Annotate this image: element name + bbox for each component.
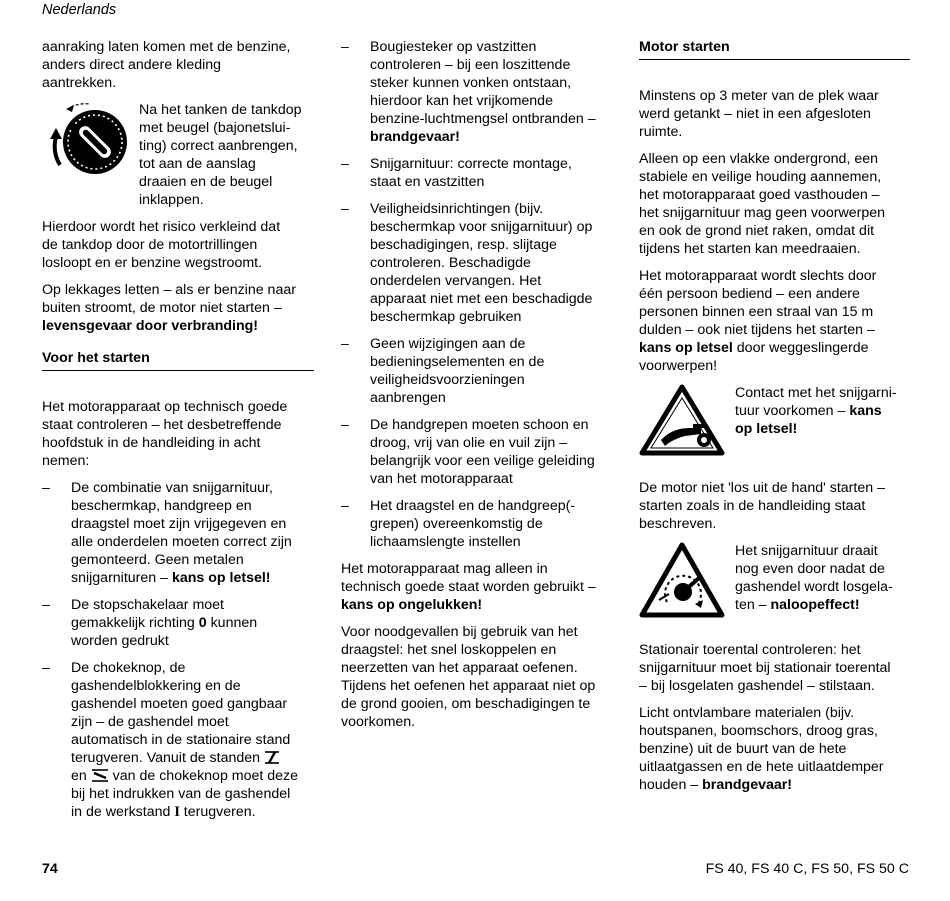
column-1 [42,38,314,830]
distance-paragraph: Minstens op 3 meter van de plek waar werd getankt – niet in een afgesloten ruimte. [639,88,879,140]
run-on-warning-text: Het snijgarnituur draait nog even door nadat de gashendel wordt losgela- ten – naloopeffect! [735,543,893,613]
section-heading-motor-starten: Motor starten [639,38,910,60]
list-item: – Veiligheidsinrichtingen (bijv. beschermkap voor snijgarnituur) op beschadigingen, resp. slijtage controleren. Beschadigde onderdelen vervangen. Het apparaat niet met een beschadigde beschermkap gebruiken [341,201,593,325]
list-item: – De stopschakelaar moet gemakkelijk richting 0 kunnen worden gedrukt [42,597,258,649]
column-3 [639,38,910,803]
tank-cap-bayonet-icon [42,101,139,192]
contact-warning-text: Contact met het snijgarni- tuur voorkomen – kans op letsel! [735,385,897,437]
contact-warning [639,384,910,461]
dash-bullet: – [341,39,349,55]
cutting-tool-contact-warning-icon [639,384,735,461]
dash-bullet: – [341,201,349,217]
dash-bullet: – [42,597,50,613]
choke-warm-start-icon [91,768,109,784]
column-2 [341,38,611,740]
idle-speed-paragraph: Stationair toerental controleren: het snijgarnituur moet bij stationair toerental – bij losgelaten gashendel – stilstaan. [639,642,891,694]
list-item: – Snijgarnituur: correcte montage, staat en vastzitten [341,156,572,190]
dash-bullet: – [42,660,50,676]
choke-start-icon [264,750,280,766]
tank-cap-instruction [42,101,314,209]
stance-paragraph: Alleen op een vlakke ondergrond, een stabiele en veilige houding aannemen, het motorapparaat goed vasthouden – het snijgarnituur mag geen voorwerpen en ook de grond niet raken, omdat dit tijdens het starten kan meedraaien. [639,151,886,257]
check-paragraph: Het motorapparaat op technisch goede staat controleren – het desbetreffende hoofdstuk in de handleiding in acht nemen: [42,399,288,469]
flammable-paragraph: Licht ontvlambare materialen (bijv. houtspanen, boomschors, droog gras, benzine) uit de buurt van de hete uitlaatgassen en de hete uitlaatdemper houden – brandgevaar! [639,705,884,793]
operating-condition-paragraph: Het motorapparaat mag alleen in technisch goede staat worden gebruikt – kans op ongelukken! [341,561,596,613]
list-item: – Het draagstel en de handgreep(- grepen) overeenkomstig de lichaamslengte instellen [341,498,576,550]
dash-bullet: – [341,336,349,352]
list-item: – De chokeknop, de gashendelblokkering en de gashendel moeten goed gangbaar zijn – de gashendel moet automatisch in de stationaire stand terugveren. Vanuit de standen en van de chokeknop moet deze bij het indrukken van de gashendel in de werkstand I terugveren. [42,660,299,820]
list-item: – Bougiesteker op vastzitten controleren – bij een loszittende steker kunnen vonken ontstaan, hierdoor kan het vrijkomende benzine-luchtmengsel ontbranden – brandgevaar! [341,39,596,145]
list-item: – Geen wijzigingen aan de bedieningselementen en de veiligheidsvoorzieningen aanbrengen [341,336,545,406]
list-item: – De combinatie van snijgarnituur, beschermkap, handgreep en draagstel moet zijn vrijgegeven en alle onderdelen moeten correct zijn gemonteerd. Geen metalen snijgarnituren – kans op letsel! [42,480,292,586]
dash-bullet: – [341,498,349,514]
operator-paragraph: Het motorapparaat wordt slechts door één persoon bediend – een andere personen binnen een straal van 15 m dulden – ook niet tijdens het starten – kans op letsel door weggeslingerde voorwerpen! [639,268,877,374]
section-heading-voor-het-starten: Voor het starten [42,349,314,371]
dash-bullet: – [341,417,349,433]
page-number: 74 [42,861,58,877]
dash-bullet: – [42,480,50,496]
start-method-paragraph: De motor niet 'los uit de hand' starten – starten zoals in de handleiding staat beschreven. [639,480,885,532]
language-header: Nederlands [42,2,117,18]
intro-paragraph: aanraking laten komen met de benzine, anders direct andere kleding aantrekken. [42,39,291,91]
run-on-warning [639,542,910,623]
dash-bullet: – [341,156,349,172]
tank-cap-text: Na het tanken de tankdop met beugel (bajonetslui- ting) correct aanbrengen, tot aan de aanslag draaien en de beugel inklappen. [139,102,302,208]
leak-paragraph: Op lekkages letten – als er benzine naar buiten stroomt, de motor niet starten – levensgevaar door verbranding! [42,282,296,334]
risk-paragraph: Hierdoor wordt het risico verkleind dat de tankdop door de motortrillingen losloopt en er benzine wegstroomt. [42,219,281,271]
emergency-paragraph: Voor noodgevallen bij gebruik van het draagstel: het snel loskoppelen en neerzetten van het apparaat oefenen. Tijdens het oefenen het apparaat niet op de grond gooien, om beschadigingen te voorkomen. [341,624,596,730]
rotating-tool-run-on-warning-icon [639,542,735,623]
list-item: – De handgrepen moeten schoon en droog, vrij van olie en vuil zijn – belangrijk voor een veilige geleiding van het motorapparaat [341,417,595,487]
model-designation: FS 40, FS 40 C, FS 50, FS 50 C [705,861,909,877]
